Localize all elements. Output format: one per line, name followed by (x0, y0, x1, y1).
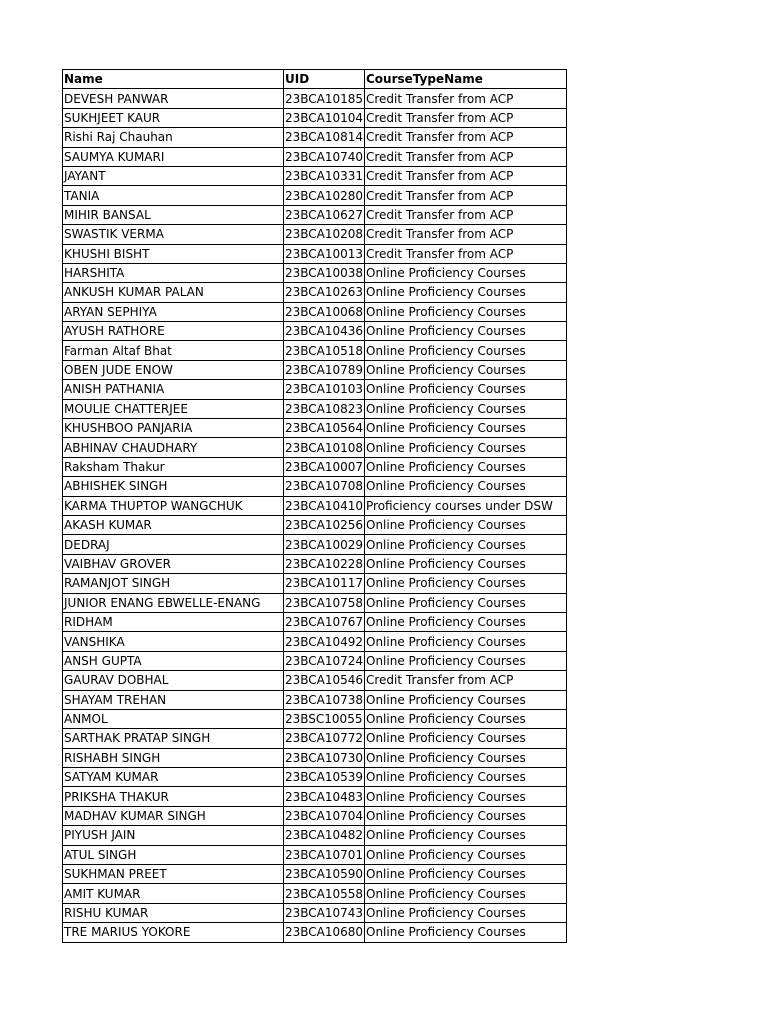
uid-cell: 23BCA10185 (284, 89, 365, 108)
table-row (63, 554, 567, 573)
table-row (63, 438, 567, 457)
column-header-uid: UID (284, 70, 365, 89)
uid-cell: 23BCA10738 (284, 690, 365, 709)
name-cell: MOULIE CHATTERJEE (63, 399, 284, 418)
name-cell: Rishi Raj Chauhan (63, 128, 284, 147)
course-type-cell: Online Proficiency Courses (365, 535, 567, 554)
uid-cell: 23BCA10743 (284, 903, 365, 922)
table-row (63, 884, 567, 903)
name-cell: RISHU KUMAR (63, 903, 284, 922)
name-cell: ARYAN SEPHIYA (63, 302, 284, 321)
uid-cell: 23BCA10627 (284, 205, 365, 224)
uid-cell: 23BCA10564 (284, 419, 365, 438)
name-cell: OBEN JUDE ENOW (63, 360, 284, 379)
table-row (63, 612, 567, 631)
column-header-name: Name (63, 70, 284, 89)
course-type-cell: Online Proficiency Courses (365, 787, 567, 806)
uid-cell: 23BCA10007 (284, 457, 365, 476)
name-cell: GAURAV DOBHAL (63, 671, 284, 690)
table-row (63, 787, 567, 806)
course-type-cell: Credit Transfer from ACP (365, 147, 567, 166)
uid-cell: 23BCA10029 (284, 535, 365, 554)
uid-cell: 23BCA10767 (284, 612, 365, 631)
course-type-cell: Online Proficiency Courses (365, 593, 567, 612)
name-cell: AYUSH RATHORE (63, 322, 284, 341)
name-cell: ABHISHEK SINGH (63, 477, 284, 496)
name-cell: AKASH KUMAR (63, 515, 284, 534)
table-row (63, 283, 567, 302)
table-row (63, 865, 567, 884)
table-row (63, 477, 567, 496)
uid-cell: 23BCA10331 (284, 166, 365, 185)
uid-cell: 23BCA10740 (284, 147, 365, 166)
table-row (63, 457, 567, 476)
name-cell: SARTHAK PRATAP SINGH (63, 729, 284, 748)
uid-cell: 23BCA10263 (284, 283, 365, 302)
name-cell: KARMA THUPTOP WANGCHUK (63, 496, 284, 515)
student-course-table (62, 69, 567, 943)
uid-cell: 23BCA10208 (284, 225, 365, 244)
name-cell: AMIT KUMAR (63, 884, 284, 903)
course-type-cell: Online Proficiency Courses (365, 865, 567, 884)
course-type-cell: Online Proficiency Courses (365, 438, 567, 457)
course-type-cell: Online Proficiency Courses (365, 690, 567, 709)
table-row (63, 845, 567, 864)
name-cell: SAUMYA KUMARI (63, 147, 284, 166)
table-row (63, 496, 567, 515)
course-type-cell: Credit Transfer from ACP (365, 108, 567, 127)
name-cell: SATYAM KUMAR (63, 768, 284, 787)
course-type-cell: Proficiency courses under DSW (365, 496, 567, 515)
name-cell: JAYANT (63, 166, 284, 185)
name-cell: Raksham Thakur (63, 457, 284, 476)
name-cell: TANIA (63, 186, 284, 205)
table-row (63, 826, 567, 845)
uid-cell: 23BCA10068 (284, 302, 365, 321)
table-row (63, 923, 567, 942)
name-cell: RAMANJOT SINGH (63, 574, 284, 593)
uid-cell: 23BCA10708 (284, 477, 365, 496)
course-type-cell: Online Proficiency Courses (365, 515, 567, 534)
table-body (63, 89, 567, 942)
course-type-cell: Online Proficiency Courses (365, 341, 567, 360)
course-type-cell: Credit Transfer from ACP (365, 89, 567, 108)
course-type-cell: Online Proficiency Courses (365, 884, 567, 903)
uid-cell: 23BCA10038 (284, 263, 365, 282)
course-type-cell: Credit Transfer from ACP (365, 244, 567, 263)
uid-cell: 23BSC10055 (284, 709, 365, 728)
course-type-cell: Online Proficiency Courses (365, 554, 567, 573)
course-type-cell: Online Proficiency Courses (365, 477, 567, 496)
uid-cell: 23BCA10558 (284, 884, 365, 903)
uid-cell: 23BCA10228 (284, 554, 365, 573)
course-type-cell: Credit Transfer from ACP (365, 225, 567, 244)
table-row (63, 515, 567, 534)
course-type-cell: Online Proficiency Courses (365, 283, 567, 302)
table-row (63, 806, 567, 825)
table-row (63, 302, 567, 321)
name-cell: SWASTIK VERMA (63, 225, 284, 244)
uid-cell: 23BCA10492 (284, 632, 365, 651)
name-cell: VAIBHAV GROVER (63, 554, 284, 573)
course-type-cell: Online Proficiency Courses (365, 457, 567, 476)
name-cell: ABHINAV CHAUDHARY (63, 438, 284, 457)
name-cell: KHUSHBOO PANJARIA (63, 419, 284, 438)
name-cell: DEVESH PANWAR (63, 89, 284, 108)
uid-cell: 23BCA10539 (284, 768, 365, 787)
table-row (63, 632, 567, 651)
uid-cell: 23BCA10546 (284, 671, 365, 690)
course-type-cell: Credit Transfer from ACP (365, 128, 567, 147)
table-row (63, 166, 567, 185)
course-type-cell: Online Proficiency Courses (365, 845, 567, 864)
name-cell: ANKUSH KUMAR PALAN (63, 283, 284, 302)
course-type-cell: Online Proficiency Courses (365, 632, 567, 651)
name-cell: SUKHMAN PREET (63, 865, 284, 884)
table-row (63, 651, 567, 670)
name-cell: RISHABH SINGH (63, 748, 284, 767)
course-type-cell: Online Proficiency Courses (365, 399, 567, 418)
name-cell: HARSHITA (63, 263, 284, 282)
course-type-cell: Online Proficiency Courses (365, 651, 567, 670)
uid-cell: 23BCA10704 (284, 806, 365, 825)
course-type-cell: Online Proficiency Courses (365, 709, 567, 728)
table-row (63, 225, 567, 244)
name-cell: ATUL SINGH (63, 845, 284, 864)
uid-cell: 23BCA10108 (284, 438, 365, 457)
uid-cell: 23BCA10436 (284, 322, 365, 341)
uid-cell: 23BCA10814 (284, 128, 365, 147)
name-cell: TRE MARIUS YOKORE (63, 923, 284, 942)
table-row (63, 147, 567, 166)
table-row (63, 593, 567, 612)
course-type-cell: Online Proficiency Courses (365, 748, 567, 767)
course-type-cell: Online Proficiency Courses (365, 574, 567, 593)
course-type-cell: Online Proficiency Courses (365, 612, 567, 631)
table-row (63, 768, 567, 787)
uid-cell: 23BCA10724 (284, 651, 365, 670)
table-header-row (63, 70, 567, 89)
uid-cell: 23BCA10789 (284, 360, 365, 379)
table-row (63, 671, 567, 690)
course-type-cell: Online Proficiency Courses (365, 360, 567, 379)
table-row (63, 380, 567, 399)
table-row (63, 322, 567, 341)
table-row (63, 128, 567, 147)
table-row (63, 360, 567, 379)
course-type-cell: Online Proficiency Courses (365, 806, 567, 825)
course-type-cell: Online Proficiency Courses (365, 419, 567, 438)
table-row (63, 244, 567, 263)
table-row (63, 903, 567, 922)
uid-cell: 23BCA10104 (284, 108, 365, 127)
course-type-cell: Online Proficiency Courses (365, 826, 567, 845)
uid-cell: 23BCA10280 (284, 186, 365, 205)
table-row (63, 574, 567, 593)
course-type-cell: Online Proficiency Courses (365, 263, 567, 282)
table-row (63, 419, 567, 438)
course-type-cell: Online Proficiency Courses (365, 322, 567, 341)
uid-cell: 23BCA10823 (284, 399, 365, 418)
uid-cell: 23BCA10680 (284, 923, 365, 942)
course-type-cell: Online Proficiency Courses (365, 380, 567, 399)
table-row (63, 263, 567, 282)
name-cell: MADHAV KUMAR SINGH (63, 806, 284, 825)
table-row (63, 399, 567, 418)
name-cell: DEDRAJ (63, 535, 284, 554)
table-row (63, 729, 567, 748)
course-type-cell: Online Proficiency Courses (365, 302, 567, 321)
course-type-cell: Credit Transfer from ACP (365, 671, 567, 690)
name-cell: PRIKSHA THAKUR (63, 787, 284, 806)
course-type-cell: Online Proficiency Courses (365, 923, 567, 942)
course-type-cell: Credit Transfer from ACP (365, 166, 567, 185)
name-cell: PIYUSH JAIN (63, 826, 284, 845)
name-cell: JUNIOR ENANG EBWELLE-ENANG (63, 593, 284, 612)
table-row (63, 535, 567, 554)
name-cell: ANSH GUPTA (63, 651, 284, 670)
course-type-cell: Credit Transfer from ACP (365, 186, 567, 205)
uid-cell: 23BCA10701 (284, 845, 365, 864)
uid-cell: 23BCA10590 (284, 865, 365, 884)
uid-cell: 23BCA10256 (284, 515, 365, 534)
table-row (63, 205, 567, 224)
course-type-cell: Online Proficiency Courses (365, 729, 567, 748)
name-cell: Farman Altaf Bhat (63, 341, 284, 360)
uid-cell: 23BCA10410 (284, 496, 365, 515)
name-cell: ANISH PATHANIA (63, 380, 284, 399)
column-header-course-type: CourseTypeName (365, 70, 567, 89)
uid-cell: 23BCA10730 (284, 748, 365, 767)
table-row (63, 709, 567, 728)
table-row (63, 89, 567, 108)
name-cell: SHAYAM TREHAN (63, 690, 284, 709)
name-cell: RIDHAM (63, 612, 284, 631)
uid-cell: 23BCA10013 (284, 244, 365, 263)
uid-cell: 23BCA10483 (284, 787, 365, 806)
table-row (63, 341, 567, 360)
name-cell: MIHIR BANSAL (63, 205, 284, 224)
table-row (63, 748, 567, 767)
course-type-cell: Online Proficiency Courses (365, 768, 567, 787)
table-row (63, 108, 567, 127)
table-row (63, 690, 567, 709)
table-row (63, 186, 567, 205)
name-cell: KHUSHI BISHT (63, 244, 284, 263)
uid-cell: 23BCA10772 (284, 729, 365, 748)
course-type-cell: Online Proficiency Courses (365, 903, 567, 922)
course-type-cell: Credit Transfer from ACP (365, 205, 567, 224)
name-cell: ANMOL (63, 709, 284, 728)
uid-cell: 23BCA10482 (284, 826, 365, 845)
name-cell: VANSHIKA (63, 632, 284, 651)
uid-cell: 23BCA10117 (284, 574, 365, 593)
uid-cell: 23BCA10518 (284, 341, 365, 360)
uid-cell: 23BCA10103 (284, 380, 365, 399)
name-cell: SUKHJEET KAUR (63, 108, 284, 127)
uid-cell: 23BCA10758 (284, 593, 365, 612)
